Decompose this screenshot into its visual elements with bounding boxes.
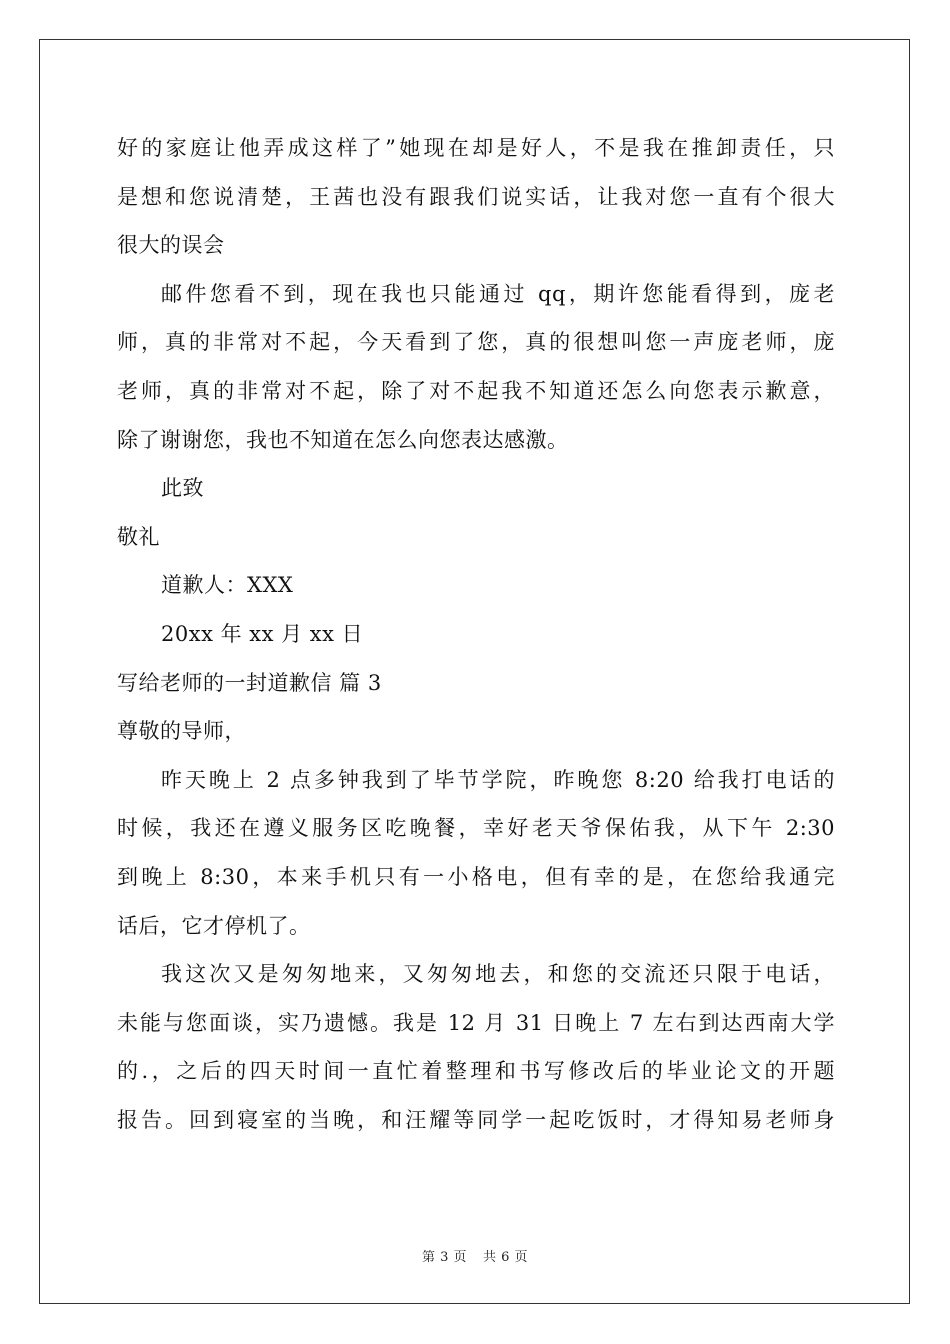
text-line: 未能与您面谈，实乃遗憾。我是 12 月 31 日晚上 7 左右到达西南大学 [117, 1010, 835, 1035]
text-line: 邮件您看不到，现在我也只能通过 qq，期许您能看得到，庞老 [161, 281, 835, 306]
text-line: 敬礼 [117, 524, 160, 549]
text-line: 报告。回到寝室的当晚，和汪耀等同学一起吃饭时，才得知易老师身 [117, 1107, 835, 1132]
text-line: 是想和您说清楚，王茜也没有跟我们说实话，让我对您一直有个很大 [117, 184, 835, 209]
text-line: 道歉人：XXX [161, 573, 294, 598]
document-body [117, 124, 835, 1144]
text-line: 的.，之后的四天时间一直忙着整理和书写修改后的毕业论文的开题 [117, 1059, 835, 1084]
text-line: 尊敬的导师， [117, 719, 246, 744]
text-line: 时候，我还在遵义服务区吃晚餐，幸好老天爷保佑我，从下午 2:30 [117, 816, 835, 841]
text-line: 我这次又是匆匆地来，又匆匆地去，和您的交流还只限于电话， [161, 962, 835, 987]
text-line: 此致 [161, 476, 204, 501]
page-footer [0, 1246, 950, 1265]
text-line: 到晚上 8:30，本来手机只有一小格电，但有幸的是，在您给我通完 [117, 864, 835, 889]
text-line: 20xx 年 xx 月 xx 日 [161, 621, 364, 646]
page-number-current: 第 3 页 [421, 1250, 467, 1265]
text-line: 除了谢谢您，我也不知道在怎么向您表达感激。 [117, 427, 569, 452]
text-line: 师，真的非常对不起，今天看到了您，真的很想叫您一声庞老师，庞 [117, 330, 835, 355]
page-number-total: 共 6 页 [483, 1250, 529, 1265]
text-line: 好的家庭让他弄成这样了”她现在却是好人，不是我在推卸责任，只 [117, 136, 835, 160]
text-line: 写给老师的一封道歉信 篇 3 [117, 670, 382, 695]
text-line: 昨天晚上 2 点多钟我到了毕节学院，昨晚您 8:20 给我打电话的 [161, 767, 835, 792]
text-line: 话后，它才停机了。 [117, 913, 311, 938]
text-line: 很大的误会 [117, 233, 225, 258]
text-line: 老师，真的非常对不起，除了对不起我不知道还怎么向您表示歉意， [117, 378, 835, 403]
